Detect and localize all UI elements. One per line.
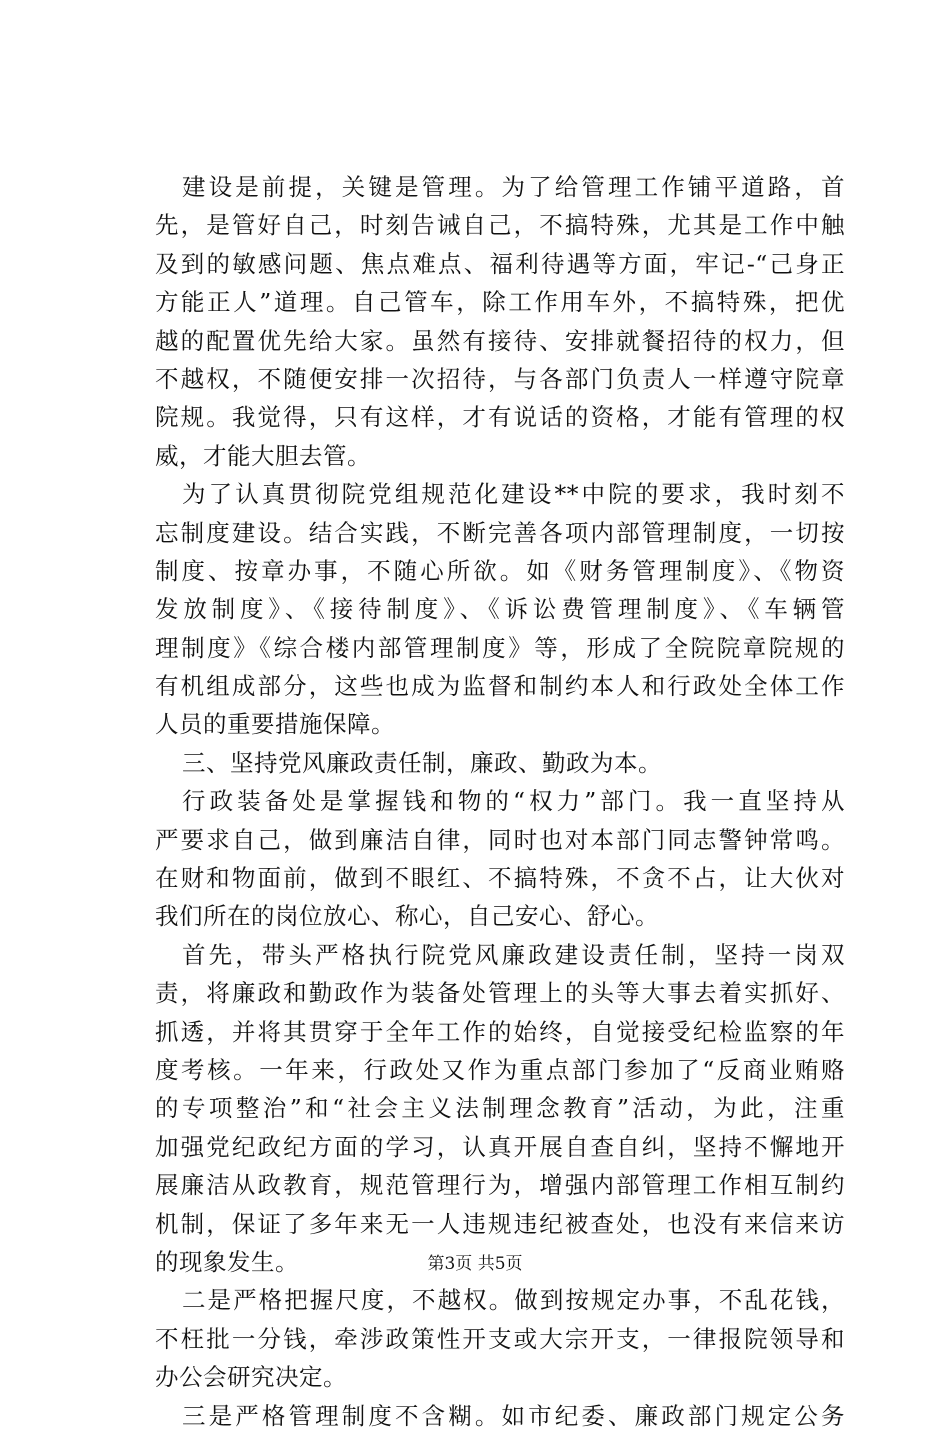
text-line: 院规。我觉得，只有这样，才有说话的资格，才能有管理的权 <box>155 403 845 432</box>
text-line: 抓透，并将其贯穿于全年工作的始终，自觉接受纪检监察的年 <box>155 1017 845 1046</box>
text-line: 三是严格管理制度不含糊。如市纪委、廉政部门规定公务 <box>182 1401 845 1430</box>
text-line: 首先，带头严格执行院党风廉政建设责任制，坚持一岗双 <box>182 940 845 969</box>
text-line: 越的配置优先给大家。虽然有接待、安排就餐招待的权力，但 <box>155 326 845 355</box>
text-line: 不枉批一分钱，牵涉政策性开支或大宗开支，一律报院领导和 <box>155 1324 845 1353</box>
text-line: 制度、按章办事，不随心所欲。如《财务管理制度》、《物资 <box>155 556 845 585</box>
text-line: 建设是前提，关键是管理。为了给管理工作铺平道路，首 <box>182 173 845 201</box>
text-line: 二是严格把握尺度，不越权。做到按规定办事，不乱花钱， <box>182 1286 845 1315</box>
text-line: 的专项整治”和“社会主义法制理念教育”活动，为此，注重 <box>155 1094 845 1123</box>
text-line: 在财和物面前，做到不眼红、不搞特殊，不贪不占，让大伙对 <box>155 864 845 893</box>
text-line: 理制度》《综合楼内部管理制度》等，形成了全院院章院规的 <box>155 633 845 662</box>
text-line: 行政装备处是掌握钱和物的“权力”部门。我一直坚持从 <box>182 787 845 816</box>
text-line: 机制，保证了多年来无一人违规违纪被查处，也没有来信来访 <box>155 1209 845 1238</box>
text-line: 为了认真贯彻院党组规范化建设**中院的要求，我时刻不 <box>182 480 845 509</box>
page-footer <box>0 1252 950 1276</box>
text-line: 威，才能大胆去管。 <box>155 441 371 470</box>
text-line: 有机组成部分，这些也成为监督和制约本人和行政处全体工作 <box>155 672 845 701</box>
page-number-label: 第3页 共5页 <box>427 1254 523 1274</box>
document-body <box>155 168 845 1435</box>
text-line: 发放制度》、《接待制度》、《诉讼费管理制度》、《车辆管 <box>155 595 845 624</box>
text-line: 的现象发生。 <box>155 1247 299 1276</box>
text-line: 方能正人”道理。自己管车，除工作用车外，不搞特殊，把优 <box>155 288 845 317</box>
text-line: 责，将廉政和勤政作为装备处管理上的头等大事去着实抓好、 <box>155 979 845 1008</box>
text-line: 展廉洁从政教育，规范管理行为，增强内部管理工作相互制约 <box>155 1171 845 1200</box>
text-line: 度考核。一年来，行政处又作为重点部门参加了“反商业贿赂 <box>155 1055 845 1084</box>
text-line: 我们所在的岗位放心、称心，自己安心、舒心。 <box>155 902 659 931</box>
text-line: 加强党纪政纪方面的学习，认真开展自查自纠，坚持不懈地开 <box>155 1132 845 1161</box>
text-line: 不越权，不随便安排一次招待，与各部门负责人一样遵守院章 <box>155 364 845 393</box>
text-line: 严要求自己，做到廉洁自律，同时也对本部门同志警钟常鸣。 <box>155 825 845 854</box>
text-line: 忘制度建设。结合实践，不断完善各项内部管理制度，一切按 <box>155 518 845 547</box>
text-line: 先，是管好自己，时刻告诫自己，不搞特殊，尤其是工作中触 <box>155 211 845 240</box>
section-heading: 三、坚持党风廉政责任制，廉政、勤政为本。 <box>182 748 662 777</box>
text-line: 办公会研究决定。 <box>155 1363 347 1392</box>
text-line: 人员的重要措施保障。 <box>155 710 395 739</box>
text-line: 及到的敏感问题、焦点难点、福利待遇等方面，牢记-“己身正 <box>155 249 845 278</box>
